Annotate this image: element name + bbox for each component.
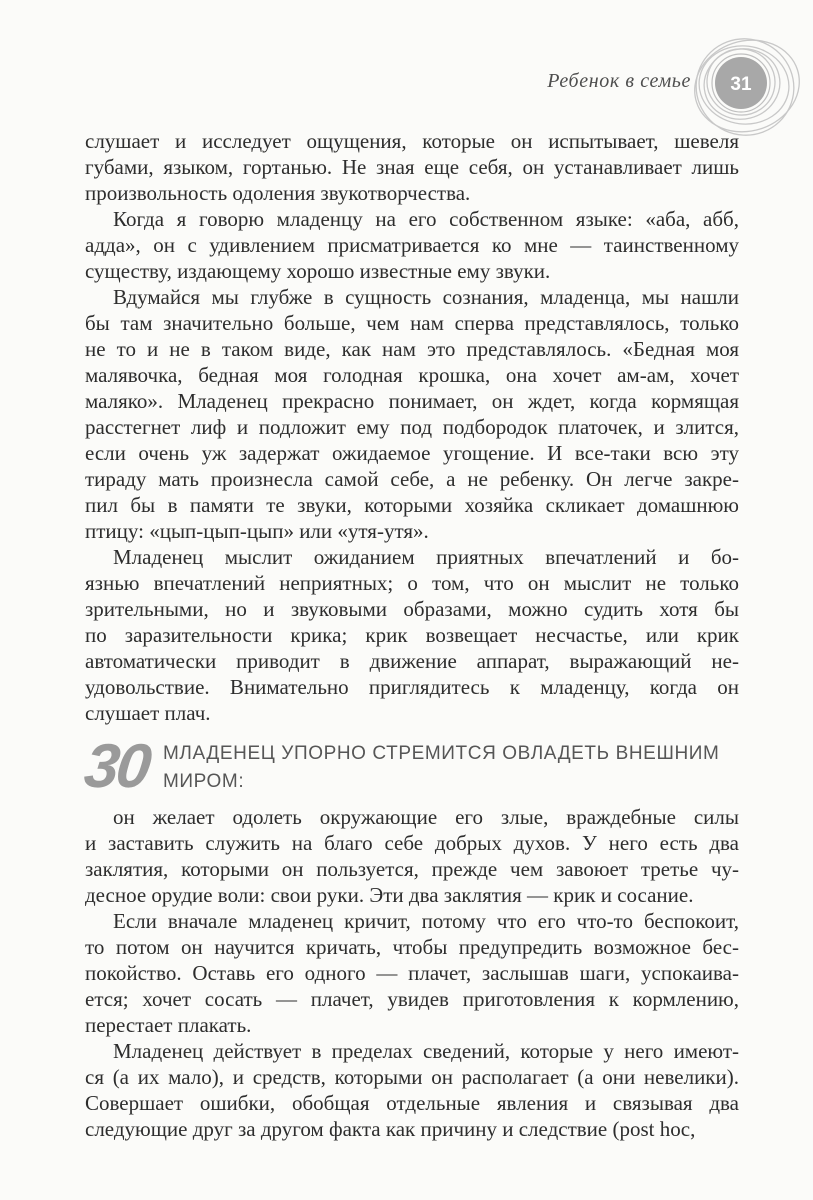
text-line: малявочка, бедная моя голодная крошка, она хочет ам-ам, хочет bbox=[85, 363, 739, 387]
text-line: слушает и исследует ощущения, которые он испытывает, шевеля bbox=[85, 129, 739, 153]
text-line: существу, издающему хорошо известные ему звуки. bbox=[85, 259, 551, 283]
text-line: зрительными, но и звуковыми образами, можно судить хотя бы bbox=[85, 597, 739, 621]
text-line: пил бы в памяти те звуки, которыми хозяйка скликает домашнюю bbox=[85, 493, 739, 517]
section-header bbox=[80, 732, 739, 801]
text-line: и заставить служить на благо себе добрых духов. У него есть два bbox=[85, 831, 739, 855]
paragraph bbox=[85, 206, 739, 284]
running-title: Ребенок в семье bbox=[547, 70, 691, 92]
text-line: заклятия, которыми он пользуется, прежде чем завоюет третье чу- bbox=[85, 857, 739, 881]
text-line: Когда я говорю младенцу на его собственном языке: «аба, абб, bbox=[113, 207, 739, 231]
text-line: маляко». Младенец прекрасно понимает, он ждет, когда кормящая bbox=[85, 389, 739, 413]
text-line: десное орудие воли: свои руки. Эти два заклятия — крик и сосание. bbox=[85, 883, 694, 907]
text-line: ется; хочет сосать — плачет, увидев приготовления к кормлению, bbox=[85, 987, 739, 1011]
section-number: 30 bbox=[80, 732, 153, 801]
text-line: язнью впечатлений неприятных; о том, что он мыслит не только bbox=[85, 571, 739, 595]
section-heading bbox=[163, 738, 719, 796]
text-line: произвольность одоления звукотворчества. bbox=[85, 181, 471, 205]
paragraph bbox=[85, 284, 739, 544]
text-line: по заразительности крика; крик возвещает несчастье, или крик bbox=[85, 623, 739, 647]
text-line: не то и не в таком виде, как нам это представлялось. «Бедная моя bbox=[85, 337, 739, 361]
paragraph bbox=[85, 544, 739, 726]
text-line: удовольствие. Внимательно приглядитесь к младенцу, когда он bbox=[85, 675, 739, 699]
text-line: адда», он с удивлением присматривается ко мне — таинственному bbox=[85, 233, 739, 257]
paragraph bbox=[85, 128, 739, 206]
paragraph-group-after-section bbox=[85, 804, 739, 1142]
text-line: Совершает ошибки, обобщая отдельные явления и связывая два bbox=[85, 1091, 739, 1115]
text-line: Младенец действует в пределах сведений, которые у него имеют- bbox=[113, 1039, 739, 1063]
text-line: следующие друг за другом факта как причину и следствие (post hoc, bbox=[85, 1117, 696, 1141]
text-line: Младенец мыслит ожиданием приятных впечатлений и бо- bbox=[113, 545, 739, 569]
text-line: перестает плакать. bbox=[85, 1013, 252, 1037]
text-line: птицу: «цып-цып-цып» или «утя-утя». bbox=[85, 519, 429, 543]
section-heading-line: МИРОМ: bbox=[163, 771, 245, 792]
paragraph-group-before-section bbox=[85, 128, 739, 726]
text-line: Вдумайся мы глубже в сущность сознания, младенца, мы нашли bbox=[113, 285, 739, 309]
paragraph bbox=[85, 908, 739, 1038]
text-line: слушает плач. bbox=[85, 701, 211, 725]
text-line: он желает одолеть окружающие его злые, враждебные силы bbox=[113, 805, 739, 829]
paragraph bbox=[85, 1038, 739, 1142]
text-line: расстегнет лиф и подложит ему под подбородок платочек, и злится, bbox=[85, 415, 739, 439]
text-line: Если вначале младенец кричит, потому что его что-то беспокоит, bbox=[113, 909, 739, 933]
section-heading-line: МЛАДЕНЕЦ УПОРНО СТРЕМИТСЯ ОВЛАДЕТЬ ВНЕШНИМ bbox=[163, 743, 720, 764]
text-line: покойство. Оставь его одного — плачет, заслышав шаги, успокаива- bbox=[85, 961, 739, 985]
text-line: то потом он научится кричать, чтобы предупредить возможное бес- bbox=[85, 935, 739, 959]
text-line: бы там значительно больше, чем нам сперва представлялось, только bbox=[85, 311, 739, 335]
text-line: автоматически приводит в движение аппарат, выражающий не- bbox=[85, 649, 739, 673]
text-line: губами, языком, гортанью. Не зная еще себя, он устанавливает лишь bbox=[85, 155, 739, 179]
paragraph bbox=[85, 804, 739, 908]
page-body-text bbox=[80, 128, 739, 1142]
text-line: тираду мать произнесла самой себе, а не ребенку. Он легче закре- bbox=[85, 467, 739, 491]
text-line: ся (а их мало), и средств, которыми он располагает (а они невелики). bbox=[85, 1065, 739, 1089]
page-number: 31 bbox=[730, 74, 752, 95]
text-line: если очень уж задержат ожидаемое угощение. И все-таки всю эту bbox=[85, 441, 739, 465]
